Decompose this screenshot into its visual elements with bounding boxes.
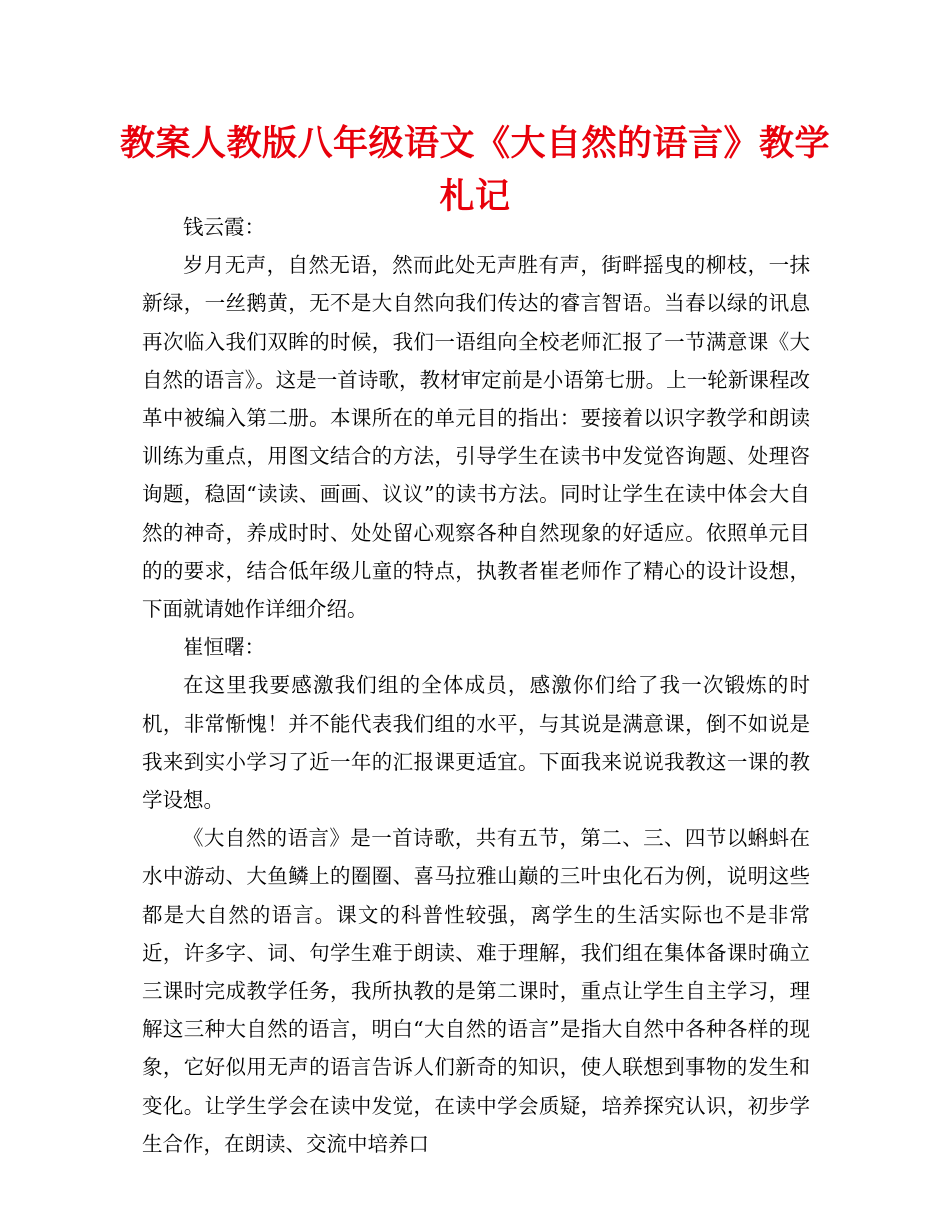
document-body: [142, 208, 810, 1163]
body-paragraph-intro: 岁月无声，自然无语，然而此处无声胜有声，街畔摇曳的柳枝，一抹新绿，一丝鹅黄，无不是大自然向我们传达的睿言智语。当春以绿的讯息再次临入我们双眸的时候，我们一语组向全校老师汇报了一节满意课《大自然的语言》。这是一首诗歌，教材审定前是小语第七册。上一轮新课程改革中被编入第二册。本课所在的单元目的指出：要接着以识字教学和朗读训练为重点，用图文结合的方法，引导学生在读书中发觉咨询题、处理咨询题，稳固“读读、画画、议议”的读书方法。同时让学生在读中体会大自然的神奇，养成时时、处处留心观察各种自然现象的好适应。依照单元目的的要求，结合低年级儿童的特点，执教者崔老师作了精心的设计设想，下面就请她作详细介绍。: [142, 253, 810, 622]
document-title: 教案人教版八年级语文《大自然的语言》教学札记: [120, 124, 831, 217]
body-paragraph-thanks: 在这里我要感激我们组的全体成员，感激你们给了我一次锻炼的时机，非常惭愧！并不能代表我们组的水平，与其说是满意课，倒不如说是我来到实小学习了近一年的汇报课更适宜。下面我来说说我教这一课的教学设想。: [142, 673, 810, 813]
body-paragraph-lesson: 《大自然的语言》是一首诗歌，共有五节，第二、三、四节以蝌蚪在水中游动、大鱼鳞上的圈圈、喜马拉雅山巅的三叶虫化石为例，说明这些都是大自然的语言。课文的科普性较强，离学生的生活实际也不是非常近，许多字、词、句学生难于朗读、难于理解，我们组在集体备课时确立三课时完成教学任务，我所执教的是第二课时，重点让学生自主学习，理解这三种大自然的语言，明白“大自然的语言”是指大自然中各种各样的现象，它好似用无声的语言告诉人们新奇的知识，使人联想到事物的发生和变化。让学生学会在读中发觉，在读中学会质疑，培养探究认识，初步学生合作，在朗读、交流中培养口: [142, 826, 810, 1156]
speaker-label-qian: 钱云霞：: [183, 215, 265, 239]
speaker-label-cui: 崔恒曙：: [183, 635, 265, 660]
